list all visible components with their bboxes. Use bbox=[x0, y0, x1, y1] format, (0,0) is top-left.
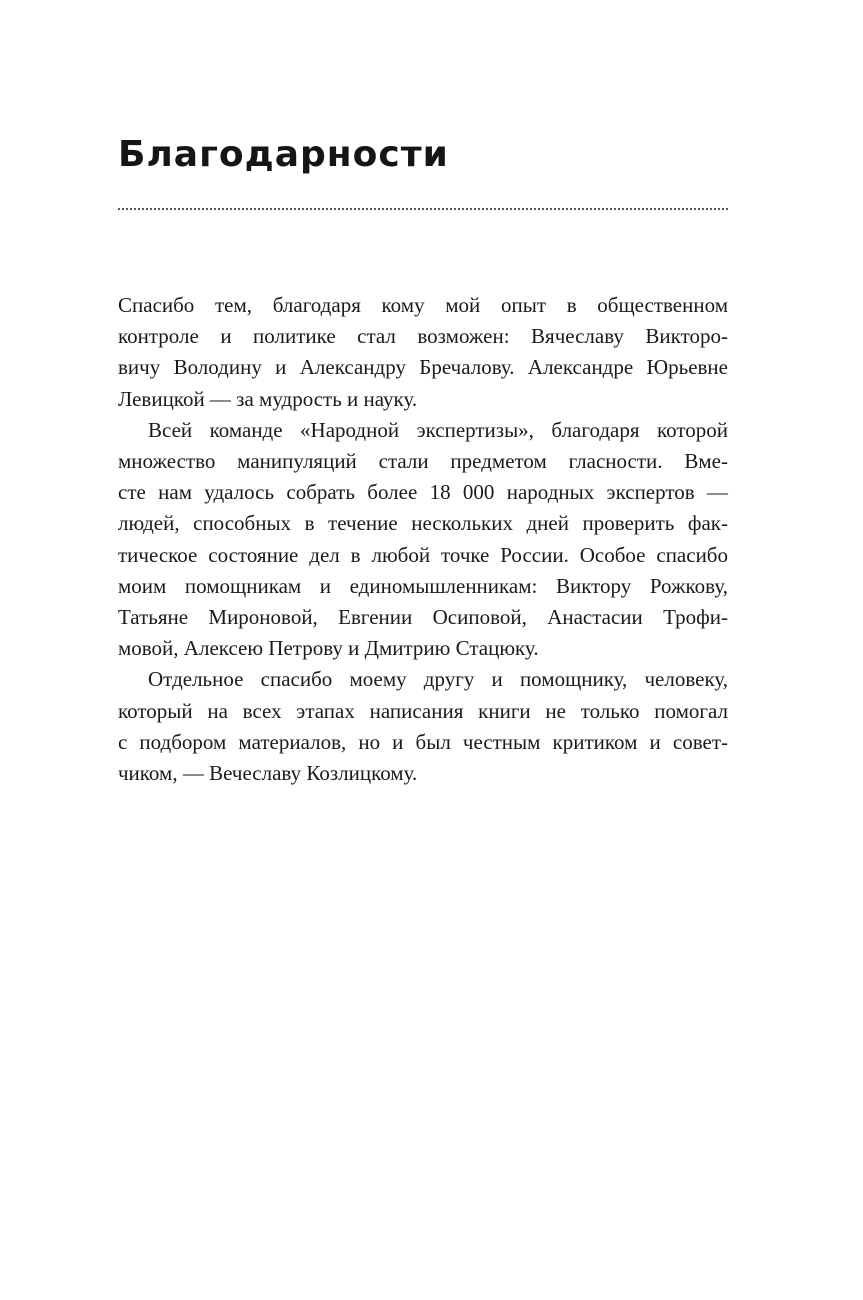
text-line: Татьяне Мироновой, Евгении Осиповой, Анастасии Трофи- bbox=[118, 605, 728, 630]
paragraph bbox=[118, 290, 728, 415]
text-line: мовой, Алексею Петрову и Дмитрию Стацюку. bbox=[118, 636, 539, 661]
page-title: Благодарности bbox=[118, 134, 449, 175]
text-line: контроле и политике стал возможен: Вячеславу Викторо- bbox=[118, 324, 728, 349]
paragraph bbox=[118, 664, 728, 789]
text-line: который на всех этапах написания книги не только помогал bbox=[118, 698, 728, 723]
text-line: Отдельное спасибо моему другу и помощнику, человеку, bbox=[148, 667, 728, 692]
text-line: Всей команде «Народной экспертизы», благодаря которой bbox=[148, 417, 728, 442]
text-line: тическое состояние дел в любой точке России. Особое спасибо bbox=[118, 542, 728, 567]
acknowledgements-text bbox=[118, 290, 728, 789]
text-line: с подбором материалов, но и был честным критиком и совет- bbox=[118, 729, 728, 754]
paragraph bbox=[118, 415, 728, 665]
text-line: людей, способных в течение нескольких дней проверить фак- bbox=[118, 511, 728, 536]
text-line: моим помощникам и единомышленникам: Виктору Рожкову, bbox=[118, 573, 728, 598]
text-line: сте нам удалось собрать более 18 000 народных экспертов — bbox=[118, 480, 728, 505]
text-line: Левицкой — за мудрость и науку. bbox=[118, 386, 418, 411]
dotted-divider bbox=[118, 208, 728, 210]
text-line: множество манипуляций стали предметом гласности. Вме- bbox=[118, 449, 728, 474]
text-line: Спасибо тем, благодаря кому мой опыт в общественном bbox=[118, 293, 728, 317]
text-line: чиком, — Вечеславу Козлицкому. bbox=[118, 761, 418, 786]
text-line: вичу Володину и Александру Бречалову. Александре Юрьевне bbox=[118, 355, 728, 380]
